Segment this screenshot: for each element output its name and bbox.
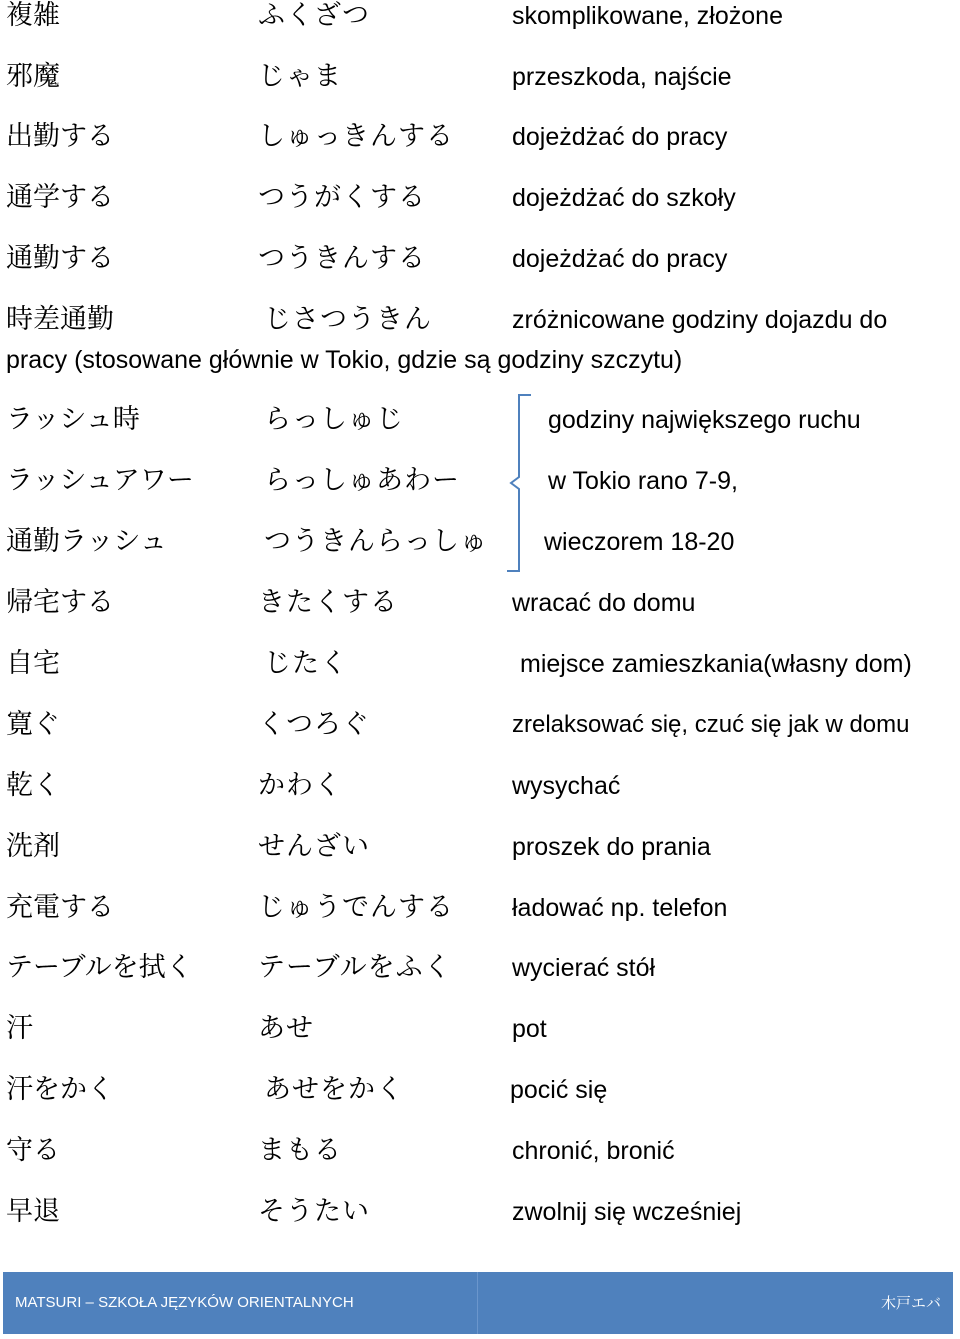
author-name: 木戸エバ	[880, 1294, 941, 1312]
kana-reading: つうがくする	[258, 182, 426, 213]
vocab-row	[0, 178, 960, 218]
polish-translation: wracać do domu	[512, 589, 696, 617]
kanji-term: 洗剤	[6, 831, 60, 862]
school-name: MATSURI – SZKOŁA JĘZYKÓW ORIENTALNYCH	[15, 1294, 354, 1311]
polish-translation: zwolnij się wcześniej	[512, 1198, 742, 1226]
vocab-row	[0, 766, 960, 806]
kanji-term: 充電する	[6, 892, 114, 923]
vocab-row	[0, 1131, 960, 1171]
vocab-row	[0, 1009, 960, 1049]
kanji-term: 複雑	[6, 0, 60, 31]
vocab-row	[0, 948, 960, 988]
kanji-term: 自宅	[6, 648, 60, 679]
vocab-row	[0, 1192, 960, 1232]
kanji-term: 時差通勤	[6, 304, 114, 335]
kana-reading: じゅうでんする	[258, 892, 454, 923]
polish-translation: pot	[512, 1015, 547, 1043]
kana-reading: きたくする	[258, 587, 398, 618]
vocab-row	[0, 644, 960, 684]
kana-reading: そうたい	[258, 1196, 370, 1227]
kana-reading: らっしゅじ	[264, 404, 404, 435]
kana-reading: らっしゅあわー	[264, 465, 460, 496]
polish-translation: ładować np. telefon	[512, 894, 728, 922]
vocab-row	[0, 461, 960, 501]
grouping-brace	[505, 393, 545, 573]
kanji-term: 通勤ラッシュ	[6, 526, 167, 557]
vocab-row	[0, 0, 960, 36]
polish-translation: proszek do prania	[512, 833, 711, 861]
kana-reading: つうきんらっしゅ	[264, 526, 488, 557]
kanji-term: 通学する	[6, 182, 114, 213]
kanji-term: 守る	[6, 1135, 60, 1166]
page-footer	[3, 1272, 953, 1334]
translation-continuation: pracy (stosowane głównie w Tokio, gdzie są godziny szczytu)	[6, 346, 683, 374]
kana-reading: あせをかく	[264, 1074, 404, 1105]
polish-translation: wycierać stół	[512, 954, 656, 982]
vocab-row	[0, 400, 960, 440]
polish-translation: godziny największego ruchu	[548, 406, 861, 434]
vocab-row	[0, 583, 960, 623]
kanji-term: ラッシュ時	[6, 404, 140, 435]
kanji-term: 汗	[6, 1013, 33, 1044]
kana-reading: じたく	[264, 648, 348, 679]
polish-translation: zróżnicowane godziny dojazdu do	[512, 306, 888, 334]
vocab-row	[0, 705, 960, 745]
kanji-term: 早退	[6, 1196, 60, 1227]
kanji-term: ラッシュアワー	[6, 465, 194, 496]
kana-reading: あせ	[258, 1013, 314, 1044]
kanji-term: 汗をかく	[6, 1074, 114, 1105]
vocab-row	[0, 827, 960, 867]
polish-translation: dojeżdżać do pracy	[512, 123, 728, 151]
kanji-term: テーブルを拭く	[6, 952, 193, 983]
kana-reading: まもる	[258, 1135, 342, 1166]
polish-translation: dojeżdżać do pracy	[512, 245, 728, 273]
kana-reading: つうきんする	[258, 243, 426, 274]
vocab-row	[0, 117, 960, 157]
polish-translation: wieczorem 18-20	[544, 528, 735, 556]
kana-reading: くつろぐ	[258, 709, 370, 740]
polish-translation: w Tokio rano 7-9,	[548, 467, 738, 495]
kana-reading: しゅっきんする	[258, 121, 454, 152]
kanji-term: 出勤する	[6, 121, 114, 152]
kanji-term: 寛ぐ	[6, 709, 60, 740]
kanji-term: 帰宅する	[6, 587, 114, 618]
kana-reading: テーブルをふく	[258, 952, 452, 983]
polish-translation: miejsce zamieszkania(własny dom)	[520, 650, 912, 678]
polish-translation: pocić się	[510, 1076, 608, 1104]
vocab-row	[0, 888, 960, 928]
footer-divider	[477, 1272, 478, 1334]
kanji-term: 乾く	[6, 770, 60, 801]
polish-translation: skomplikowane, złożone	[512, 2, 783, 30]
vocab-row	[0, 1070, 960, 1110]
vocab-row	[0, 300, 960, 340]
kana-reading: かわく	[258, 770, 342, 801]
polish-translation: dojeżdżać do szkoły	[512, 184, 736, 212]
polish-translation: zrelaksować się, czuć się jak w domu	[512, 711, 910, 738]
kanji-term: 邪魔	[6, 61, 60, 92]
kana-reading: じさつうきん	[264, 304, 432, 335]
kana-reading: ふくざつ	[258, 0, 370, 31]
polish-translation: przeszkoda, najście	[512, 63, 732, 91]
kanji-term: 通勤する	[6, 243, 114, 274]
kana-reading: せんざい	[258, 831, 370, 862]
polish-translation: wysychać	[512, 772, 621, 800]
vocab-row	[0, 522, 960, 562]
kana-reading: じゃま	[258, 61, 342, 92]
vocab-row	[0, 57, 960, 97]
vocab-row	[0, 239, 960, 279]
polish-translation: chronić, bronić	[512, 1137, 675, 1165]
